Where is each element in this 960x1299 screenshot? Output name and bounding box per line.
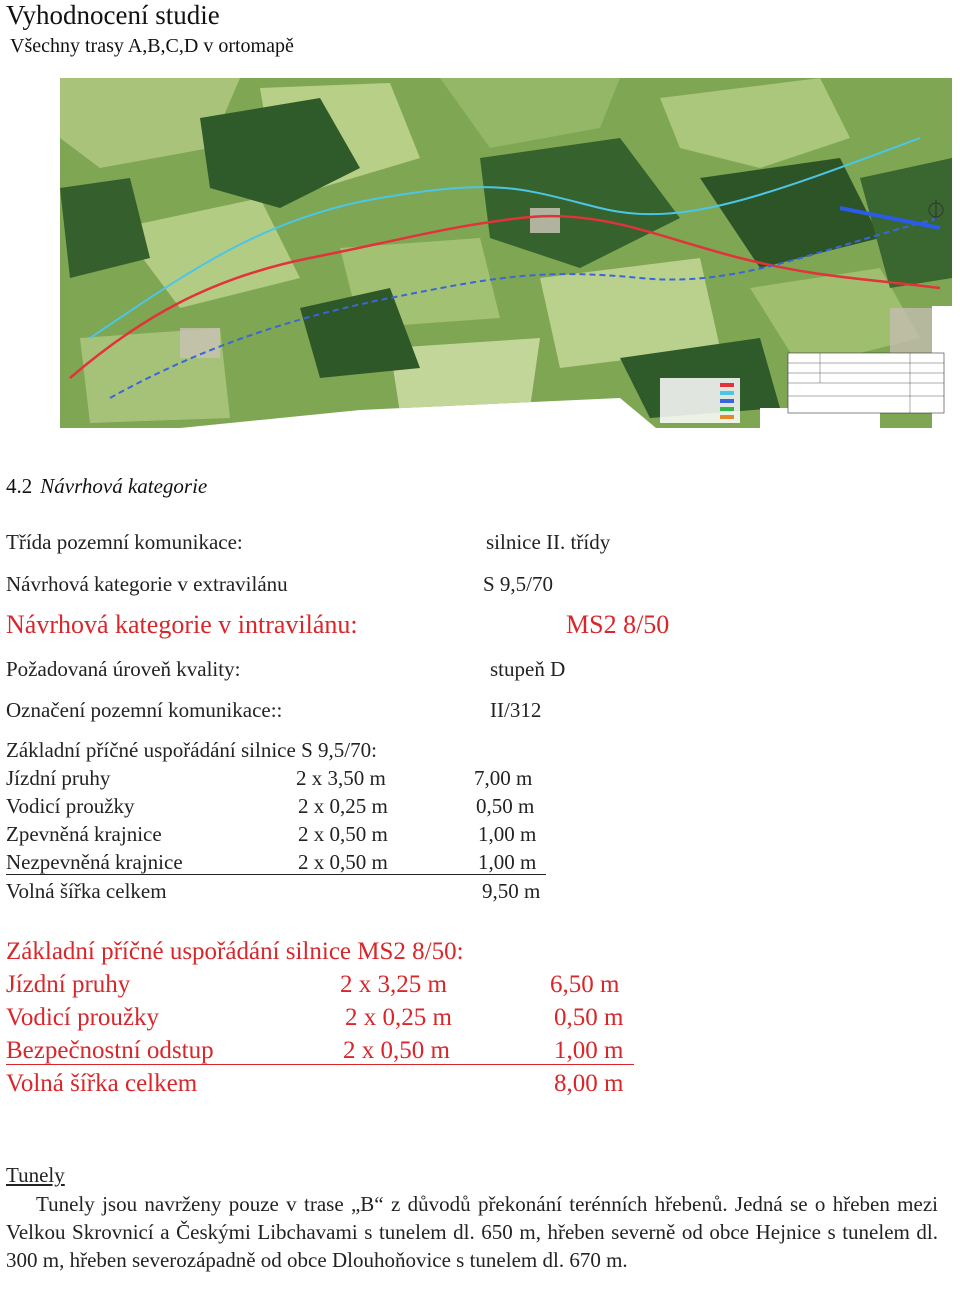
param-value-class: silnice II. třídy — [486, 530, 611, 554]
tunely-heading: Tunely — [6, 1163, 65, 1187]
table-ms-row-name: Bezpečnostní odstup — [6, 1037, 214, 1064]
table-s-row-name: Jízdní pruhy — [6, 766, 111, 790]
table-ms-total-value: 8,00 m — [554, 1070, 624, 1097]
orthophoto-map-image — [60, 78, 952, 428]
param-label-quality: Požadovaná úroveň kvality: — [6, 657, 241, 681]
table-ms-total-name: Volná šířka celkem — [6, 1070, 198, 1097]
table-s-row-calc: 2 x 0,25 m — [298, 794, 388, 818]
table-s-heading: Základní příčné uspořádání silnice S 9,5/70: — [6, 738, 377, 762]
table-s-row-total: 7,00 m — [474, 766, 533, 790]
table-s-row-name: Vodicí proužky — [6, 794, 135, 818]
param-value-intravilan: MS2 8/50 — [566, 610, 670, 639]
param-value-quality: stupeň D — [490, 657, 566, 681]
param-label-extravilan: Návrhová kategorie v extravilánu — [6, 572, 288, 596]
param-label-road-id: Označení pozemní komunikace:: — [6, 698, 283, 722]
table-s-row-calc: 2 x 0,50 m — [298, 850, 388, 874]
table-s-row-name: Nezpevněná krajnice — [6, 850, 183, 874]
table-ms-row-name: Vodicí proužky — [6, 1004, 159, 1031]
param-value-extravilan: S 9,5/70 — [483, 572, 554, 596]
param-value-road-id: II/312 — [490, 698, 542, 722]
table-s-sum-rule — [6, 874, 546, 875]
table-ms-sum-rule — [6, 1064, 634, 1065]
table-ms-row-total: 1,00 m — [554, 1037, 624, 1064]
param-label-intravilan: Návrhová kategorie v intravilánu: — [6, 610, 358, 639]
table-ms-row-name: Jízdní pruhy — [6, 971, 131, 998]
table-ms-row-calc: 2 x 3,25 m — [340, 971, 447, 998]
table-ms-row-calc: 2 x 0,25 m — [345, 1004, 452, 1031]
table-s-row-name: Zpevněná krajnice — [6, 822, 162, 846]
param-label-class: Třída pozemní komunikace: — [6, 530, 243, 554]
table-s-row-total: 1,00 m — [478, 822, 537, 846]
section-heading — [6, 474, 207, 499]
table-s-row-calc: 2 x 3,50 m — [296, 766, 386, 790]
table-ms-row-calc: 2 x 0,50 m — [343, 1037, 450, 1064]
section-title: Návrhová kategorie — [40, 474, 208, 498]
table-ms-row-total: 0,50 m — [554, 1004, 624, 1031]
tunely-paragraph: Tunely jsou navrženy pouze v trase „B“ z důvodů překonání terénních hřebenů. Jedná se o hřeben mezi Velkou Skrovnicí a Českými Libchavami s tunelem dl. 650 m, hřeben severně od obce Hejnice s tunelem dl. 300 m, hřeben severozápadně od obce Dlouhoňovice s tunelem dl. 670 m. — [6, 1192, 938, 1272]
table-s-row-calc: 2 x 0,50 m — [298, 822, 388, 846]
page-subtitle: Všechny trasy A,B,C,D v ortomapě — [10, 35, 294, 57]
table-s-row-total: 1,00 m — [478, 850, 537, 874]
page-title: Vyhodnocení studie — [6, 0, 220, 30]
table-ms-row-total: 6,50 m — [550, 971, 620, 998]
section-number: 4.2 — [6, 474, 33, 498]
table-s-total-value: 9,50 m — [482, 879, 541, 903]
table-ms-heading: Základní příčné uspořádání silnice MS2 8/50: — [6, 938, 464, 965]
table-s-row-total: 0,50 m — [476, 794, 535, 818]
table-s-total-name: Volná šířka celkem — [6, 879, 167, 903]
